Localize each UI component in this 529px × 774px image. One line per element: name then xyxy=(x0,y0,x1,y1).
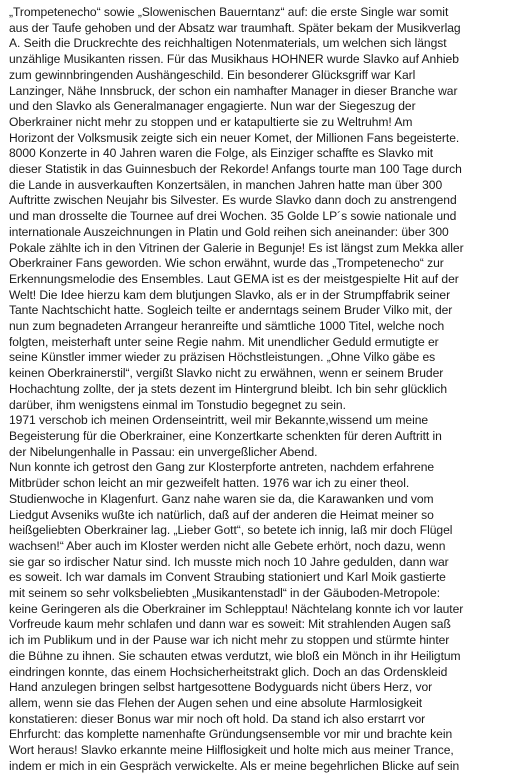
text-line: und den Slavko als Generalmanager engagierte. Nun war der Siegeszug der xyxy=(9,99,416,114)
text-line: Wort heraus! Slavko erkannte meine Hilflosigkeit und holte mich aus meiner Trance, xyxy=(9,743,454,758)
text-line: heißgeliebten Oberkrainer lag. „Lieber Gott“, so betete ich innig, laß mir doch Flügel xyxy=(9,523,453,538)
text-line: mit seinem so sehr volksbeliebten „Musikantenstadl“ in der Gäuboden-Metropole: xyxy=(9,586,441,601)
text-line: konstatieren: dieser Bonus war mir noch oft hold. Da stand ich also erstarrt vor xyxy=(9,711,426,726)
text-line: nun zum begnadeten Arrangeur heranreifte und sämtliche 1000 Titel, welche noch xyxy=(9,319,445,334)
text-line: Pokale zählte ich in den Vitrinen der Galerie in Begunje! Es ist längst zum Mekka aller xyxy=(9,240,464,255)
text-line: der Nibelungenhalle in Passau: ein unvergeßlicher Abend. xyxy=(9,444,318,459)
text-line: Mitbrüder schon leicht an mir gezweifelt hatten. 1976 war ich zu einer theol. xyxy=(9,476,410,491)
text-line: Begeisterung für die Oberkrainer, eine Konzertkarte schenkten für deren Auftritt in xyxy=(9,428,442,443)
text-line: sie gar so irdischer Natur sind. Ich musste mich noch 10 Jahre gedulden, dann war xyxy=(9,554,449,569)
text-line: Tante Nachtschicht hatte. Sogleich teilte er anderntags seinem Bruder Vilko mit, der xyxy=(9,303,453,318)
text-line: 8000 Konzerte in 40 Jahren waren die Folge, als Einziger schaffte es Slavko mit xyxy=(9,146,434,161)
text-line: Nun konnte ich getrost den Gang zur Klosterpforte antreten, nachdem erfahrene xyxy=(9,460,435,475)
text-line: Horizont der Volksmusik zeigte sich ein neuer Komet, der Millionen Fans begeisterte. xyxy=(9,130,460,145)
text-line: internationale Auszeichnungen in Platin und Gold reihen sich aneinander: über 300 xyxy=(9,224,449,239)
text-line: Welt! Die Idee hierzu kam dem blutjungen Slavko, als er in der Strumpffabrik seiner xyxy=(9,287,451,302)
text-line: seine Künstler immer wieder zu präzisen Höchstleistungen. „Ohne Vilko gäbe es xyxy=(9,350,436,365)
text-line: darüber, ihm wenigstens einmal im Tonstudio begegnet zu sein. xyxy=(9,397,346,412)
text-line: aus der Taufe gehoben und der Absatz war traumhaft. Später bekam der Musikverlag xyxy=(9,20,461,35)
text-line: Oberkrainer Fans geworden. Wie schon erwähnt, wurde das „Trompetenecho“ zur xyxy=(9,256,444,271)
text-line: folgten, meisterhaft unter seine Regie nahm. Mit unendlicher Geduld ermutigte er xyxy=(9,334,439,349)
text-line: Hand anzulegen bringen selbst hartgesottene Bodyguards nicht übers Herz, vor xyxy=(9,680,433,695)
text-line: 1971 verschob ich meinen Ordenseintritt, weil mir Bekannte,wissend um meine xyxy=(9,413,429,428)
text-line: wachsen!“ Aber auch im Kloster werden nicht alle Gebete erhört, noch dazu, wenn xyxy=(9,538,446,553)
text-line: ich im Publikum und in der Pause war ich nicht mehr zu stoppen und stürmte hinter xyxy=(9,633,450,648)
text-line: Hochachtung zollte, der ja stets dezent im Hintergrund bleibt. Ich bin sehr glücklich xyxy=(9,381,448,396)
text-line: keine Geringeren als die Oberkrainer im Schlepptau! Nächtelang konnte ich vor lauter xyxy=(9,601,464,616)
text-line: Vorfreude kaum mehr schlafen und dann war es soweit: Mit strahlenden Augen saß xyxy=(9,617,451,632)
text-line: allem, wenn sie das Flehen der Augen sehen und eine absolute Harmlosigkeit xyxy=(9,695,423,710)
text-line: die Bühne zu ihnen. Sie schauten etwas verdutzt, wie bloß ein Mönch in ihr Heiligtum xyxy=(9,648,461,663)
text-line: die Lande in ausverkauften Konzertsälen, in manchen Jahren hatte man über 300 xyxy=(9,177,443,192)
text-line: Liedgut Avseniks wußte ich natürlich, daß auf der anderen die Heimat meiner so xyxy=(9,507,434,522)
text-line: und man drosselte die Tournee auf drei Wochen. 35 Golde LP´s sowie nationale und xyxy=(9,209,457,224)
text-line: Studienwoche in Klagenfurt. Ganz nahe waren sie da, die Karawanken und vom xyxy=(9,491,434,506)
text-line: Oberkrainer nicht mehr zu stoppen und er katapultierte sie zu Weltruhm! Am xyxy=(9,114,413,129)
text-line: „Trompetenecho“ sowie „Slowenischen Bauerntanz“ auf: die erste Single war somit xyxy=(9,5,449,19)
text-line: Ehrfurcht: das komplette namenhafte Gründungsensemble vor mir und brachte kein xyxy=(9,727,453,742)
text-line: Auftritte zwischen Neujahr bis Silvester. Es wurde Slavko dann doch zu anstrengend xyxy=(9,193,457,208)
body-text xyxy=(9,5,521,774)
text-line: unzählige Musikanten rissen. Für das Musikhaus HOHNER wurde Slavko auf Anhieb xyxy=(9,52,459,67)
text-line: indem er mich in ein Gespräch verwickelte. Als er meine begehrlichen Blicke auf sein xyxy=(9,758,460,773)
text-line: A. Seith die Druckrechte des reichhaltigen Notenmaterials, um welchen sich längst xyxy=(9,36,447,51)
text-line: Erkennungsmelodie des Ensembles. Laut GEMA ist es der meistgespielte Hit auf der xyxy=(9,271,459,286)
text-line: keinen Oberkrainerstil“, vergißt Slavko nicht zu erwähnen, wenn er seinem Bruder xyxy=(9,366,444,381)
text-line: Lanzinger, Nähe Innsbruck, der schon ein namhafter Manager in dieser Branche war xyxy=(9,83,458,98)
text-line: zum gewinnbringenden Aushängeschild. Ein besonderer Glücksgriff war Karl xyxy=(9,67,416,82)
text-line: es soweit. Ich war damals im Convent Straubing stationiert und Karl Moik gastierte xyxy=(9,570,446,585)
text-line: dieser Statistik in das Guinnesbuch der Rekorde! Anfangs tourte man 100 Tage durch xyxy=(9,162,462,177)
text-line: eindringen konnte, das einem Hochsicherheitstrakt glich. Doch an das Ordenskleid xyxy=(9,664,448,679)
